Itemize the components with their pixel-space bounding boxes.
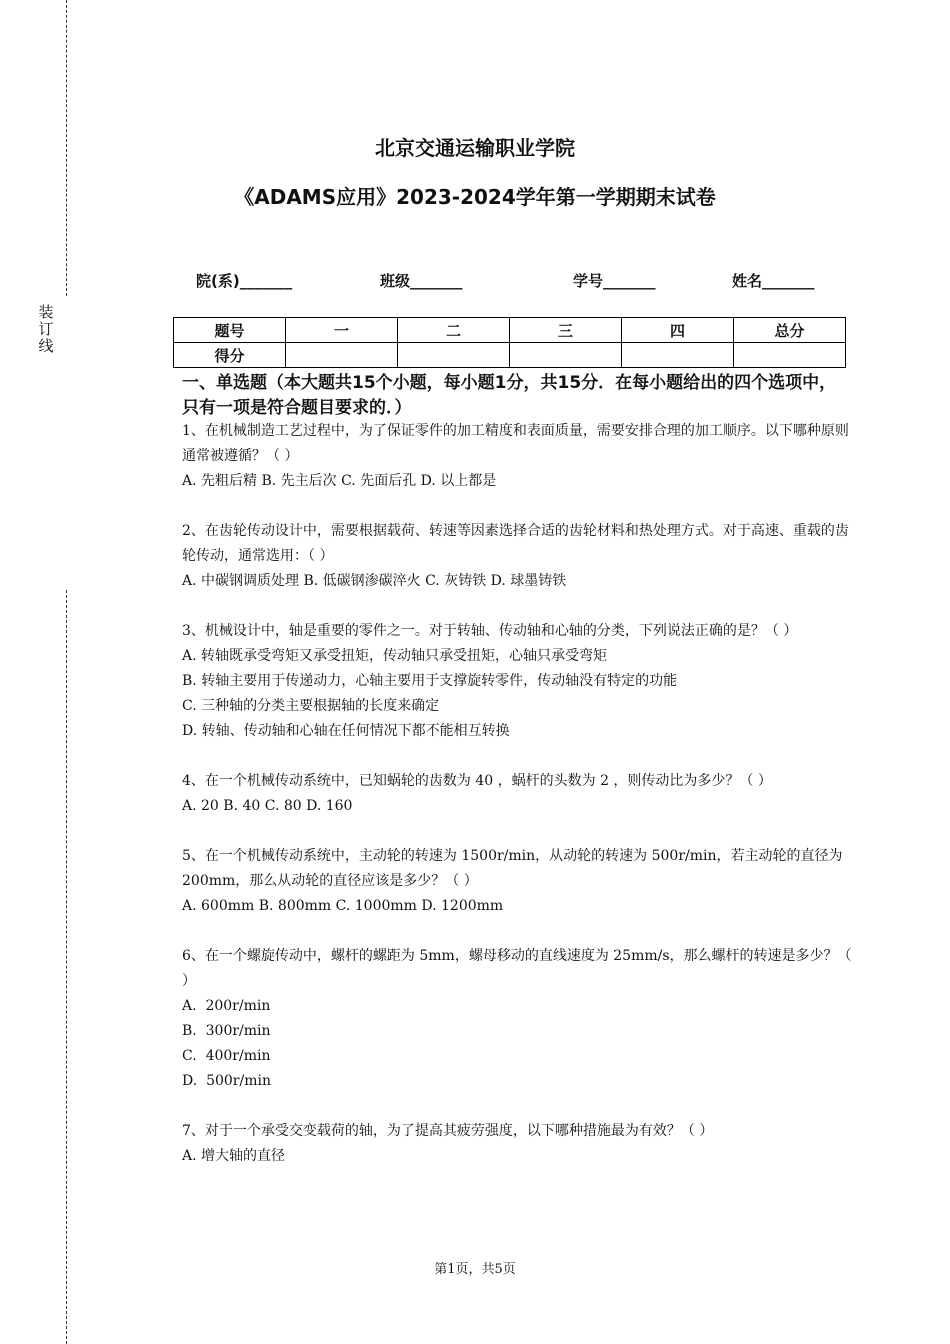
question-option-b: B. 300r/min bbox=[182, 1023, 271, 1039]
score-table-cell: 得分 bbox=[174, 343, 286, 368]
score-entry-cell bbox=[398, 343, 510, 368]
school-name: 北京交通运输职业学院 bbox=[375, 136, 575, 160]
score-table-header-row bbox=[174, 318, 846, 343]
score-table-cell: 题号 bbox=[174, 318, 286, 343]
question-stem: 3、机械设计中，轴是重要的零件之一。对于转轴、传动轴和心轴的分类，下列说法正确的是？（ ） bbox=[182, 623, 798, 639]
score-table-cell: 三 bbox=[510, 318, 622, 343]
question-stem: 4、在一个机械传动系统中，已知蜗轮的齿数为 40 ，蜗杆的头数为 2 ，则传动比为多少？（ ） bbox=[182, 773, 772, 789]
question-option-a: A. 转轴既承受弯矩又承受扭矩，传动轴只承受扭矩，心轴只承受弯矩 bbox=[182, 648, 608, 664]
question-options: A. 20 B. 40 C. 80 D. 160 bbox=[182, 798, 353, 814]
question-list bbox=[182, 419, 854, 1194]
score-entry-cell bbox=[734, 343, 846, 368]
binding-dashed-line-bottom bbox=[66, 590, 67, 1344]
exam-title: 《ADAMS应用》2023-2024学年第一学期期末试卷 bbox=[234, 185, 716, 209]
question-1 bbox=[182, 419, 854, 494]
question-options: A. 先粗后精 B. 先主后次 C. 先面后孔 D. 以上都是 bbox=[182, 473, 497, 489]
score-entry-cell bbox=[622, 343, 734, 368]
score-entry-cell bbox=[510, 343, 622, 368]
score-table-cell: 一 bbox=[286, 318, 398, 343]
question-option-b: B. 转轴主要用于传递动力，心轴主要用于支撑旋转零件，传动轴没有特定的功能 bbox=[182, 673, 678, 689]
question-option-d: D. 转轴、传动轴和心轴在任何情况下都不能相互转换 bbox=[182, 723, 510, 739]
question-option-d: D. 500r/min bbox=[182, 1073, 271, 1089]
question-2 bbox=[182, 519, 854, 594]
question-option-c: C. 三种轴的分类主要根据轴的长度来确定 bbox=[182, 698, 440, 714]
name-field: 姓名_______ bbox=[732, 272, 815, 290]
question-7 bbox=[182, 1119, 854, 1169]
score-table-score-row bbox=[174, 343, 846, 368]
page-footer: 第1页，共5页 bbox=[434, 1262, 516, 1277]
dept-field: 院(系)_______ bbox=[196, 272, 293, 290]
binding-label: 装订线 bbox=[38, 303, 54, 355]
question-stem: 5、在一个机械传动系统中，主动轮的转速为 1500r/min，从动轮的转速为 500r/min，若主动轮的直径为 200mm，那么从动轮的直径应该是多少？（ ） bbox=[182, 848, 843, 889]
section-title: 一、单选题（本大题共15个小题，每小题1分，共15分．在每小题给出的四个选项中，只有一项是符合题目要求的．） bbox=[182, 373, 837, 418]
question-stem: 6、在一个螺旋传动中，螺杆的螺距为 5mm，螺母移动的直线速度为 25mm/s，那么螺杆的转速是多少？（ ） bbox=[182, 948, 852, 989]
question-stem: 2、在齿轮传动设计中，需要根据载荷、转速等因素选择合适的齿轮材料和热处理方式。对于高速、重载的齿轮传动，通常选用：（ ） bbox=[182, 523, 849, 564]
score-table bbox=[173, 317, 846, 368]
score-table-cell: 二 bbox=[398, 318, 510, 343]
score-table-cell: 四 bbox=[622, 318, 734, 343]
student-id-field: 学号_______ bbox=[573, 272, 656, 290]
class-field: 班级_______ bbox=[380, 272, 463, 290]
score-entry-cell bbox=[286, 343, 398, 368]
question-option-a: A. 增大轴的直径 bbox=[182, 1148, 286, 1164]
question-4 bbox=[182, 769, 854, 819]
question-stem: 7、对于一个承受交变载荷的轴，为了提高其疲劳强度，以下哪种措施最为有效？（ ） bbox=[182, 1123, 714, 1139]
score-table-cell: 总分 bbox=[734, 318, 846, 343]
question-3 bbox=[182, 619, 854, 744]
question-stem: 1、在机械制造工艺过程中，为了保证零件的加工精度和表面质量，需要安排合理的加工顺序。以下哪种原则通常被遵循？（ ） bbox=[182, 423, 849, 464]
question-options: A. 600mm B. 800mm C. 1000mm D. 1200mm bbox=[182, 898, 504, 914]
question-option-c: C. 400r/min bbox=[182, 1048, 271, 1064]
question-6 bbox=[182, 944, 854, 1094]
question-5 bbox=[182, 844, 854, 919]
question-option-a: A. 200r/min bbox=[182, 998, 271, 1014]
question-options: A. 中碳钢调质处理 B. 低碳钢渗碳淬火 C. 灰铸铁 D. 球墨铸铁 bbox=[182, 573, 567, 589]
